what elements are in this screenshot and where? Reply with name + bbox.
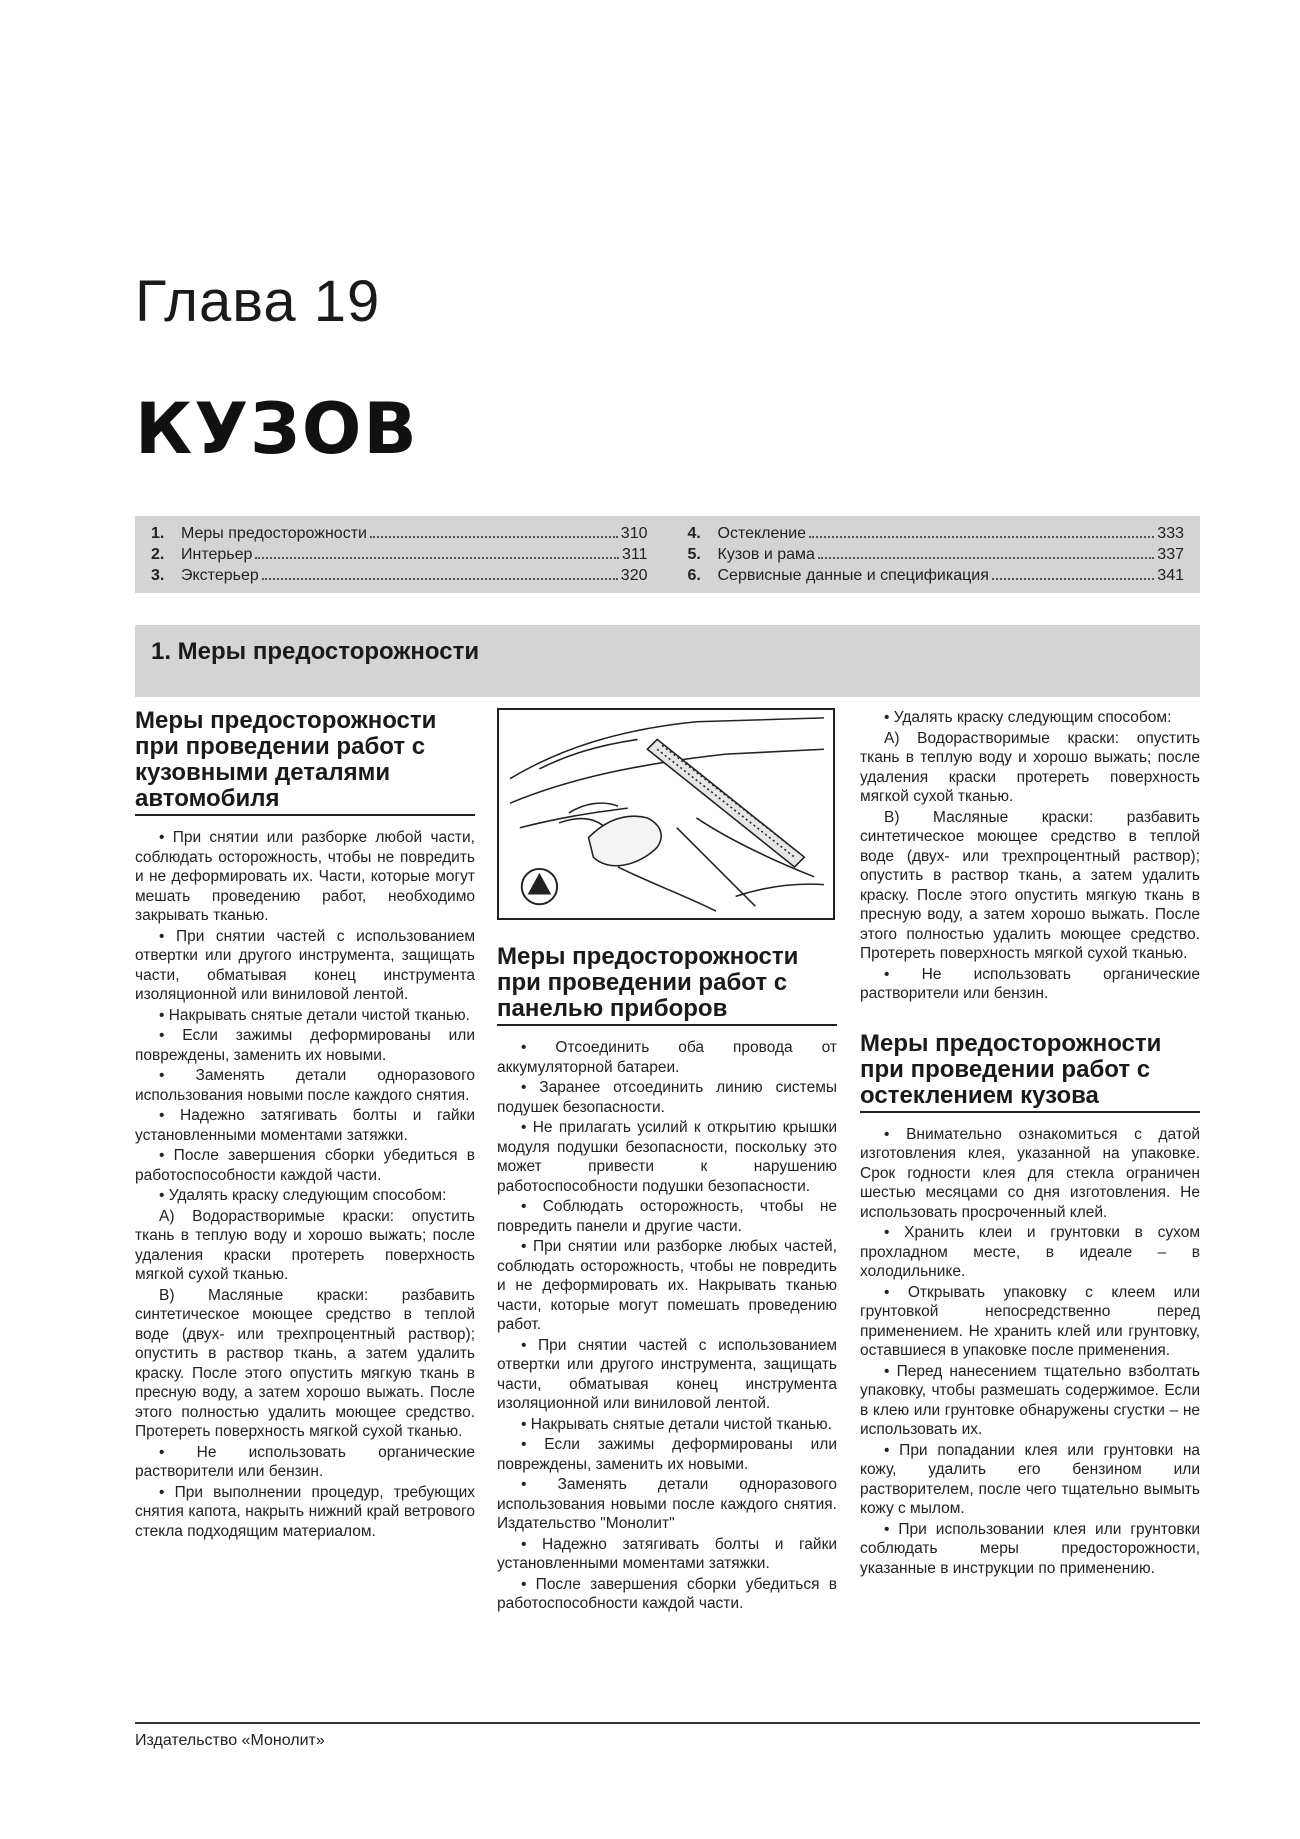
toc-number: 1.	[151, 525, 165, 542]
paragraph: • При выполнении процедур, требующих снятия капота, накрыть нижний край ветрового стекла подходящим материалом.	[135, 1483, 475, 1542]
toc-item[interactable]	[688, 524, 1185, 544]
dashboard-removal-illustration	[499, 710, 833, 918]
subsection-heading: Меры предосторожности при проведении работ с кузовными деталями автомобиля	[135, 708, 475, 816]
paragraph: • Если зажимы деформированы или повреждены, заменить их новыми.	[497, 1435, 837, 1474]
paragraph-list	[860, 1125, 1200, 1579]
paragraph-list	[860, 708, 1200, 1004]
toc-page-number: 310	[620, 525, 648, 542]
table-of-contents	[135, 516, 1200, 593]
paragraph: • Перед нанесением тщательно взболтать упаковку, чтобы размешать содержимое. Если в клею или грунтовке обнаружены сгустки – не использовать их.	[860, 1362, 1200, 1440]
text-column-2	[497, 708, 837, 1615]
chapter-label: Глава 19	[135, 269, 381, 334]
paragraph: • После завершения сборки убедиться в работоспособности каждой части.	[497, 1575, 837, 1614]
paragraph-list	[135, 828, 475, 1541]
paragraph: • Открывать упаковку с клеем или грунтовкой непосредственно перед применением. Не хранить клей или грунтовку, оставшиеся в упаковке после применения.	[860, 1283, 1200, 1361]
toc-item[interactable]	[151, 566, 648, 586]
paragraph: • При снятии частей с использованием отвертки или другого инструмента, защищать части, обматывая конец инструмента изоляционной или виниловой лентой.	[135, 927, 475, 1005]
paragraph: • При использовании клея или грунтовки соблюдать меры предосторожности, указанные в инструкции по применению.	[860, 1520, 1200, 1579]
toc-number: 6.	[687, 567, 701, 584]
paragraph: • Отсоединить оба провода от аккумуляторной батареи.	[497, 1038, 837, 1077]
paragraph: • Удалять краску следующим способом:	[135, 1186, 475, 1206]
paragraph: • Не использовать органические растворители или бензин.	[135, 1443, 475, 1482]
toc-page-number: 333	[1157, 525, 1184, 542]
toc-number: 5.	[687, 546, 701, 563]
paragraph: • После завершения сборки убедиться в работоспособности каждой части.	[135, 1146, 475, 1185]
illustration-figure	[497, 708, 835, 920]
toc-leader-dots	[370, 536, 618, 538]
paragraph: • Удалять краску следующим способом:	[860, 708, 1200, 728]
paragraph-list	[497, 1038, 837, 1614]
toc-leader-dots	[255, 557, 619, 559]
toc-page-number: 311	[621, 546, 648, 563]
subsection-heading: Меры предосторожности при проведении работ с остеклением кузова	[860, 1031, 1200, 1113]
paragraph: • Соблюдать осторожность, чтобы не повредить панели и другие части.	[497, 1197, 837, 1236]
toc-item[interactable]	[688, 545, 1185, 565]
paragraph: • Если зажимы деформированы или повреждены, заменить их новыми.	[135, 1026, 475, 1065]
toc-page-number: 341	[1157, 567, 1184, 584]
paragraph: В) Масляные краски: разбавить синтетическое моющее средство в теплой воде (двух- или трехпроцентный раствор); опустить в раствор ткань, а затем удалить краску. После этого опустить мягкую ткань в пресную воду, а затем хорошо выжать. После этого полностью удалить моющее средство. Протереть поверхность мягкой сухой тканью.	[135, 1286, 475, 1440]
paragraph: В) Масляные краски: разбавить синтетическое моющее средство в теплой воде (двух- или трехпроцентный раствор); опустить в раствор ткань, а затем удалить краску. После этого опустить мягкую ткань в пресную воду, а затем хорошо выжать. После этого полностью удалить моющее средство. Протереть поверхность мягкой сухой тканью.	[860, 808, 1200, 962]
text-column-1	[135, 708, 475, 1542]
toc-leader-dots	[992, 578, 1154, 580]
toc-page-number: 337	[1157, 546, 1184, 563]
toc-title: Экстерьер	[181, 567, 259, 584]
paragraph: • Заранее отсоединить линию системы подушек безопасности.	[497, 1078, 837, 1117]
toc-page-number: 320	[620, 567, 648, 584]
toc-number: 4.	[687, 525, 701, 542]
paragraph: • При попадании клея или грунтовки на кожу, удалить его бензином или растворителем, после чего тщательно вымыть кожу с мылом.	[860, 1441, 1200, 1519]
paragraph: • Заменять детали одноразового использования новыми после каждого снятия.	[135, 1066, 475, 1105]
toc-item[interactable]	[151, 545, 648, 565]
toc-leader-dots	[818, 557, 1154, 559]
toc-title: Интерьер	[181, 546, 253, 563]
paragraph: • Накрывать снятые детали чистой тканью.	[497, 1415, 837, 1435]
paragraph: • Накрывать снятые детали чистой тканью.	[135, 1006, 475, 1026]
toc-column-left	[151, 524, 648, 585]
paragraph: • Внимательно ознакомиться с датой изготовления клея, указанной на упаковке. Срок годности клея для стекла ограничен шестью месяцами со дня изготовления. Не использовать просроченный клей.	[860, 1125, 1200, 1223]
paragraph: • При снятии частей с использованием отвертки или другого инструмента, защищать части, обматывая конец инструмента изоляционной или виниловой лентой.	[497, 1336, 837, 1414]
paragraph: • Заменять детали одноразового использования новыми после каждого снятия. Издательство "Монолит"	[497, 1475, 837, 1534]
toc-leader-dots	[809, 536, 1154, 538]
paragraph: • Хранить клеи и грунтовки в сухом прохладном месте, в идеале – в холодильнике.	[860, 1223, 1200, 1282]
toc-column-right	[688, 524, 1185, 585]
toc-number: 2.	[151, 546, 165, 563]
toc-item[interactable]	[688, 566, 1185, 586]
paragraph: • Не прилагать усилий к открытию крышки модуля подушки безопасности, поскольку это может привести к нарушению работоспособности подушки безопасности.	[497, 1118, 837, 1196]
paragraph: • Надежно затягивать болты и гайки установленными моментами затяжки.	[497, 1535, 837, 1574]
toc-item[interactable]	[151, 524, 648, 544]
toc-title: Остекление	[717, 525, 807, 542]
paragraph: • При снятии или разборке любых частей, соблюдать осторожность, чтобы не повредить и не деформировать их. Накрывать тканью части, которые могут помешать проведению работ.	[497, 1237, 837, 1335]
monolit-logo-icon	[522, 869, 557, 904]
footer-publisher: Издательство «Монолит»	[135, 1732, 325, 1749]
toc-number: 3.	[151, 567, 165, 584]
footer-divider	[135, 1722, 1200, 1724]
toc-leader-dots	[262, 578, 618, 580]
paragraph: А) Водорастворимые краски: опустить ткань в теплую воду и хорошо выжать; после удаления краски протереть поверхность мягкой сухой тканью.	[135, 1207, 475, 1283]
toc-title: Меры предосторожности	[181, 525, 367, 542]
chapter-title: КУЗОВ	[135, 388, 419, 470]
paragraph: • При снятии или разборке любой части, соблюдать осторожность, чтобы не повредить и не деформировать их. Части, которые могут мешать проведению работ, необходимо закрывать тканью.	[135, 828, 475, 926]
subsection-heading: Меры предосторожности при проведении работ с панелью приборов	[497, 944, 837, 1026]
toc-title: Сервисные данные и спецификация	[717, 567, 989, 584]
paragraph: А) Водорастворимые краски: опустить ткань в теплую воду и хорошо выжать; после удаления краски протереть поверхность мягкой сухой тканью.	[860, 729, 1200, 805]
section-title: 1. Меры предосторожности	[135, 625, 1200, 697]
text-column-3	[860, 708, 1200, 1579]
paragraph: • Надежно затягивать болты и гайки установленными моментами затяжки.	[135, 1106, 475, 1145]
toc-title: Кузов и рама	[717, 546, 815, 563]
paragraph: • Не использовать органические растворители или бензин.	[860, 965, 1200, 1004]
